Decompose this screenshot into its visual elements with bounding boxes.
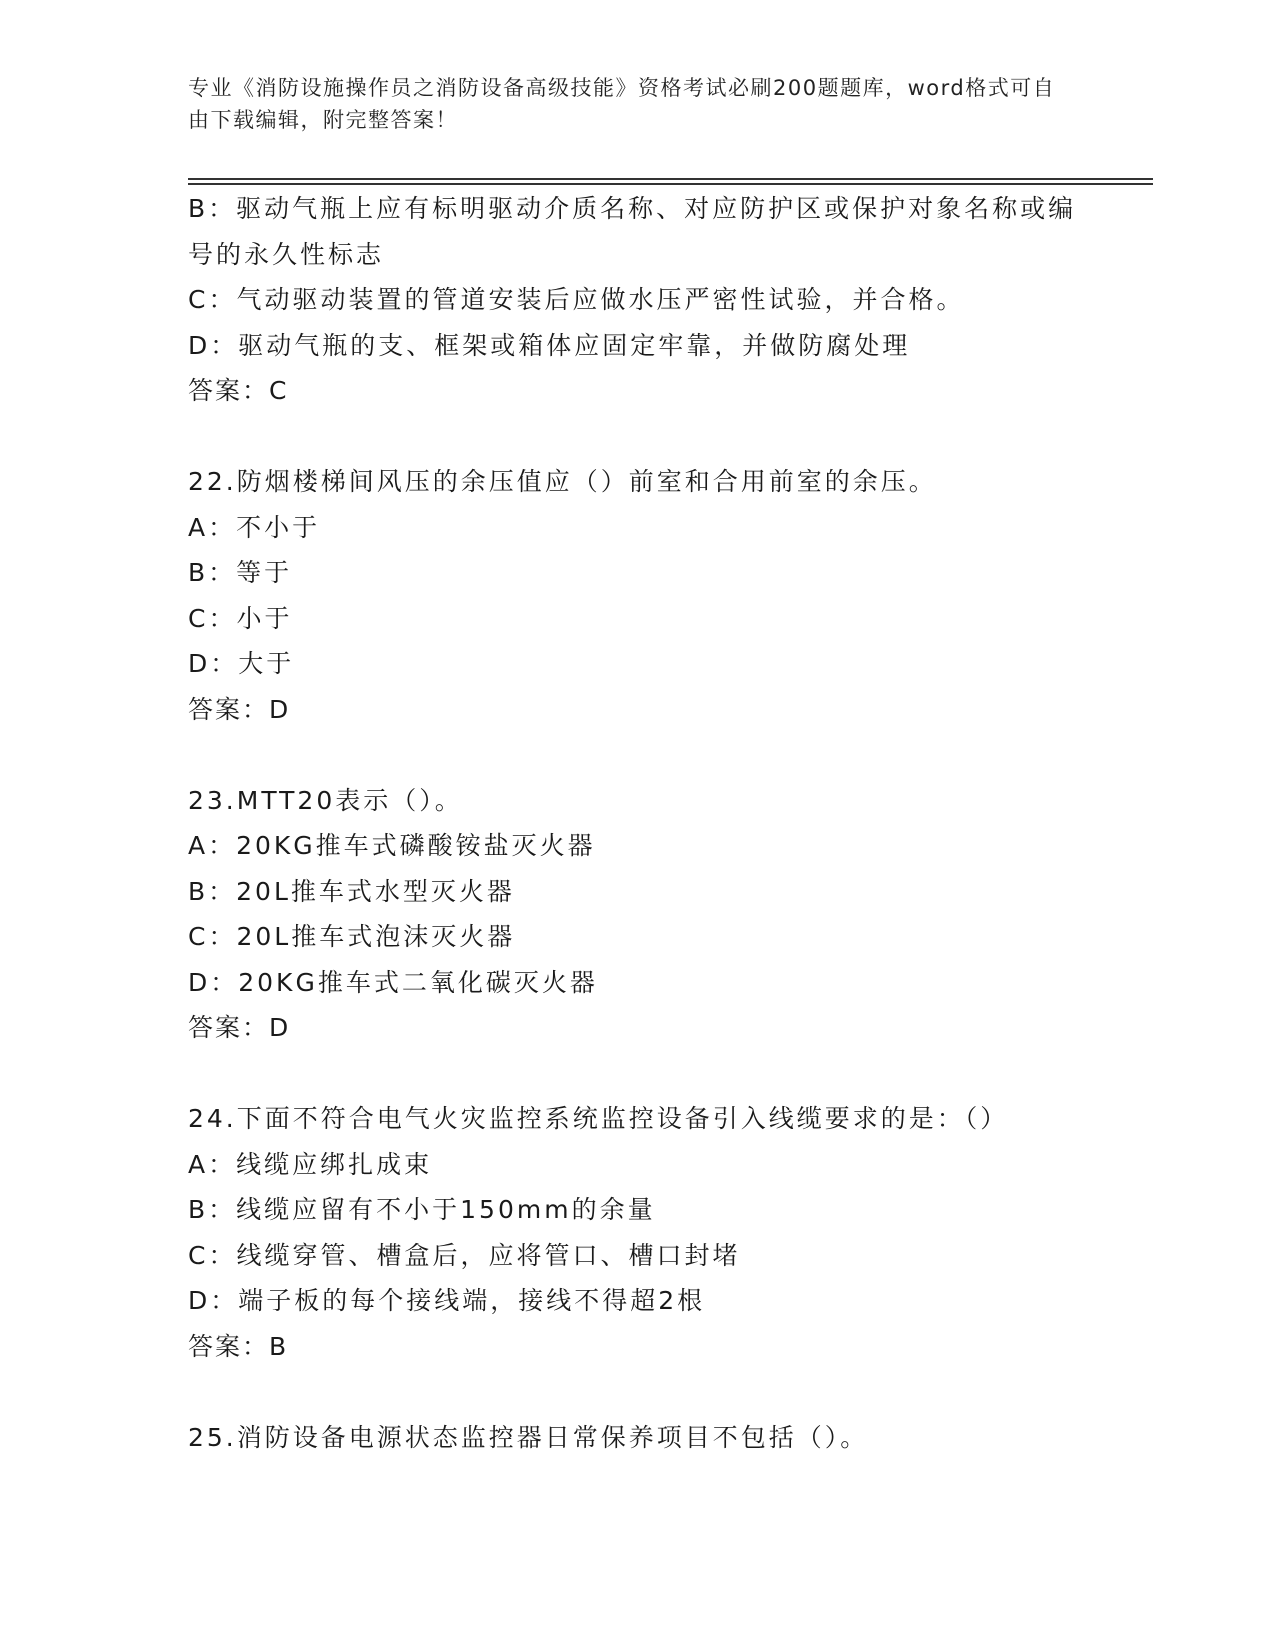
- answer: 答案：C: [188, 376, 289, 405]
- header-divider-top: [188, 178, 1153, 180]
- option-a: A：不小于: [188, 512, 321, 542]
- option-d: D：20KG推车式二氧化碳灭火器: [188, 967, 598, 997]
- option-b: B：20L推车式水型灭火器: [188, 876, 515, 906]
- option-c: C：小于: [188, 603, 293, 633]
- option-b: B：等于: [188, 558, 293, 587]
- option-d: D：驱动气瓶的支、框架或箱体应固定牢靠，并做防腐处理: [188, 330, 911, 360]
- question-fragment: [188, 186, 1088, 414]
- option-b: B：线缆应留有不小于150mm的余量: [188, 1195, 656, 1224]
- answer: 答案：D: [188, 694, 291, 724]
- answer: 答案：D: [188, 1013, 291, 1042]
- question-22: [188, 459, 1088, 732]
- option-d: D：端子板的每个接线端，接线不得超2根: [188, 1286, 706, 1315]
- question-stem: 25.消防设备电源状态监控器日常保养项目不包括（）。: [188, 1422, 869, 1452]
- question-23: [188, 778, 1088, 1051]
- spacer: [188, 732, 1088, 778]
- spacer: [188, 414, 1088, 460]
- document-header: [188, 72, 1068, 136]
- spacer: [188, 1051, 1088, 1097]
- answer: 答案：B: [188, 1331, 289, 1361]
- option-b: B：驱动气瓶上应有标明驱动介质名称、对应防护区或保护对象名称或编号的永久性标志: [188, 194, 1077, 269]
- option-c: C：线缆穿管、槽盒后，应将管口、槽口封堵: [188, 1240, 741, 1270]
- question-stem: 24.下面不符合电气火灾监控系统监控设备引入线缆要求的是：（）: [188, 1104, 1009, 1133]
- option-c: C：20L推车式泡沫灭火器: [188, 922, 516, 951]
- option-a: A：线缆应绑扎成束: [188, 1149, 433, 1179]
- option-c: C：气动驱动装置的管道安装后应做水压严密性试验，并合格。: [188, 285, 965, 314]
- option-a: A：20KG推车式磷酸铵盐灭火器: [188, 831, 596, 860]
- question-25: [188, 1415, 1088, 1461]
- question-stem: 23.MTT20表示（）。: [188, 785, 463, 815]
- question-list: [188, 186, 1088, 1460]
- header-divider-bottom: [188, 183, 1153, 185]
- question-stem: 22.防烟楼梯间风压的余压值应（）前室和合用前室的余压。: [188, 467, 937, 496]
- spacer: [188, 1369, 1088, 1415]
- header-text: 专业《消防设施操作员之消防设备高级技能》资格考试必刷200题题库，word格式可自由下载编辑，附完整答案！: [188, 76, 1056, 132]
- question-24: [188, 1096, 1088, 1369]
- option-d: D：大于: [188, 649, 295, 678]
